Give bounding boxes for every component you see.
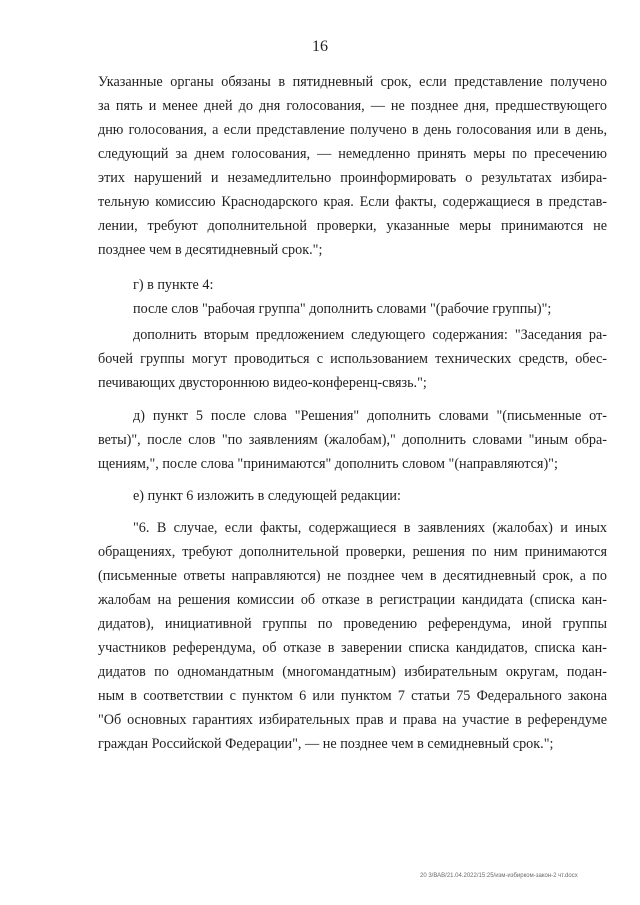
text-line: веты)", после слов "по заявлениям (жалобам)," дополнить словами "иным обра-	[98, 432, 607, 448]
text-line: "6. В случае, если факты, содержащиеся в заявлениях (жалобах) и иных	[133, 520, 607, 536]
text-line: лении, требуют дополнительной проверки, указанные меры принимаются не	[98, 218, 607, 234]
text-line: (письменные ответы направляются) не позднее чем в десятидневный срок, а по	[98, 568, 607, 584]
text-line: тельную комиссию Краснодарского края. Если факты, содержащиеся в представ-	[98, 194, 607, 210]
text-line: е) пункт 6 изложить в следующей редакции:	[133, 488, 401, 504]
text-line: участников референдума, об отказе в заверении списка кандидатов, списка кан-	[98, 640, 607, 656]
text-line: дидатов по одномандатным (многомандатным) избирательным округам, подан-	[98, 664, 607, 680]
text-line: после слов "рабочая группа" дополнить словами "(рабочие группы)";	[133, 301, 552, 317]
text-line: граждан Российской Федерации", — не позднее чем в семидневный срок.";	[98, 736, 554, 752]
text-line: бочей группы могут проводиться с использованием технических средств, обес-	[98, 351, 607, 367]
text-line: за пять и менее дней до дня голосования, — не позднее дня, предшествующего	[98, 98, 607, 114]
document-footer: 20 3/ВАВ/21.04.2022/15:25/изм-избирком-закон-2 чт.docx	[420, 873, 578, 879]
text-line: "Об основных гарантиях избирательных прав и права на участие в референдуме	[98, 712, 607, 728]
page-number: 16	[312, 38, 328, 55]
text-line: дополнить вторым предложением следующего содержания: "Заседания ра-	[133, 327, 607, 343]
text-line: Указанные органы обязаны в пятидневный срок, если представление получено	[98, 74, 607, 90]
text-line: этих нарушений и незамедлительно проинформировать о результатах избира-	[98, 170, 607, 186]
text-line: дню голосования, а если представление получено в день голосования или в день,	[98, 122, 607, 138]
text-line: ным в соответствии с пунктом 6 или пунктом 7 статьи 75 Федерального закона	[98, 688, 607, 704]
text-line: дидатов), инициативной группы по проведению референдума, иной группы	[98, 616, 607, 632]
text-line: позднее чем в десятидневный срок.";	[98, 242, 323, 258]
text-line: печивающих двустороннюю видео-конференц-связь.";	[98, 375, 427, 391]
text-line: д) пункт 5 после слова "Решения" дополнить словами "(письменные от-	[133, 408, 607, 424]
text-line: следующий за днем голосования, — немедленно принять меры по пресечению	[98, 146, 607, 162]
text-line: г) в пункте 4:	[133, 277, 214, 293]
text-line: щениям,", после слова "принимаются" дополнить словом "(направляются)";	[98, 456, 558, 472]
text-line: обращениях, требуют дополнительной проверки, решения по ним принимаются	[98, 544, 607, 560]
text-line: жалобам на решения комиссии об отказе в регистрации кандидата (списка кан-	[98, 592, 607, 608]
